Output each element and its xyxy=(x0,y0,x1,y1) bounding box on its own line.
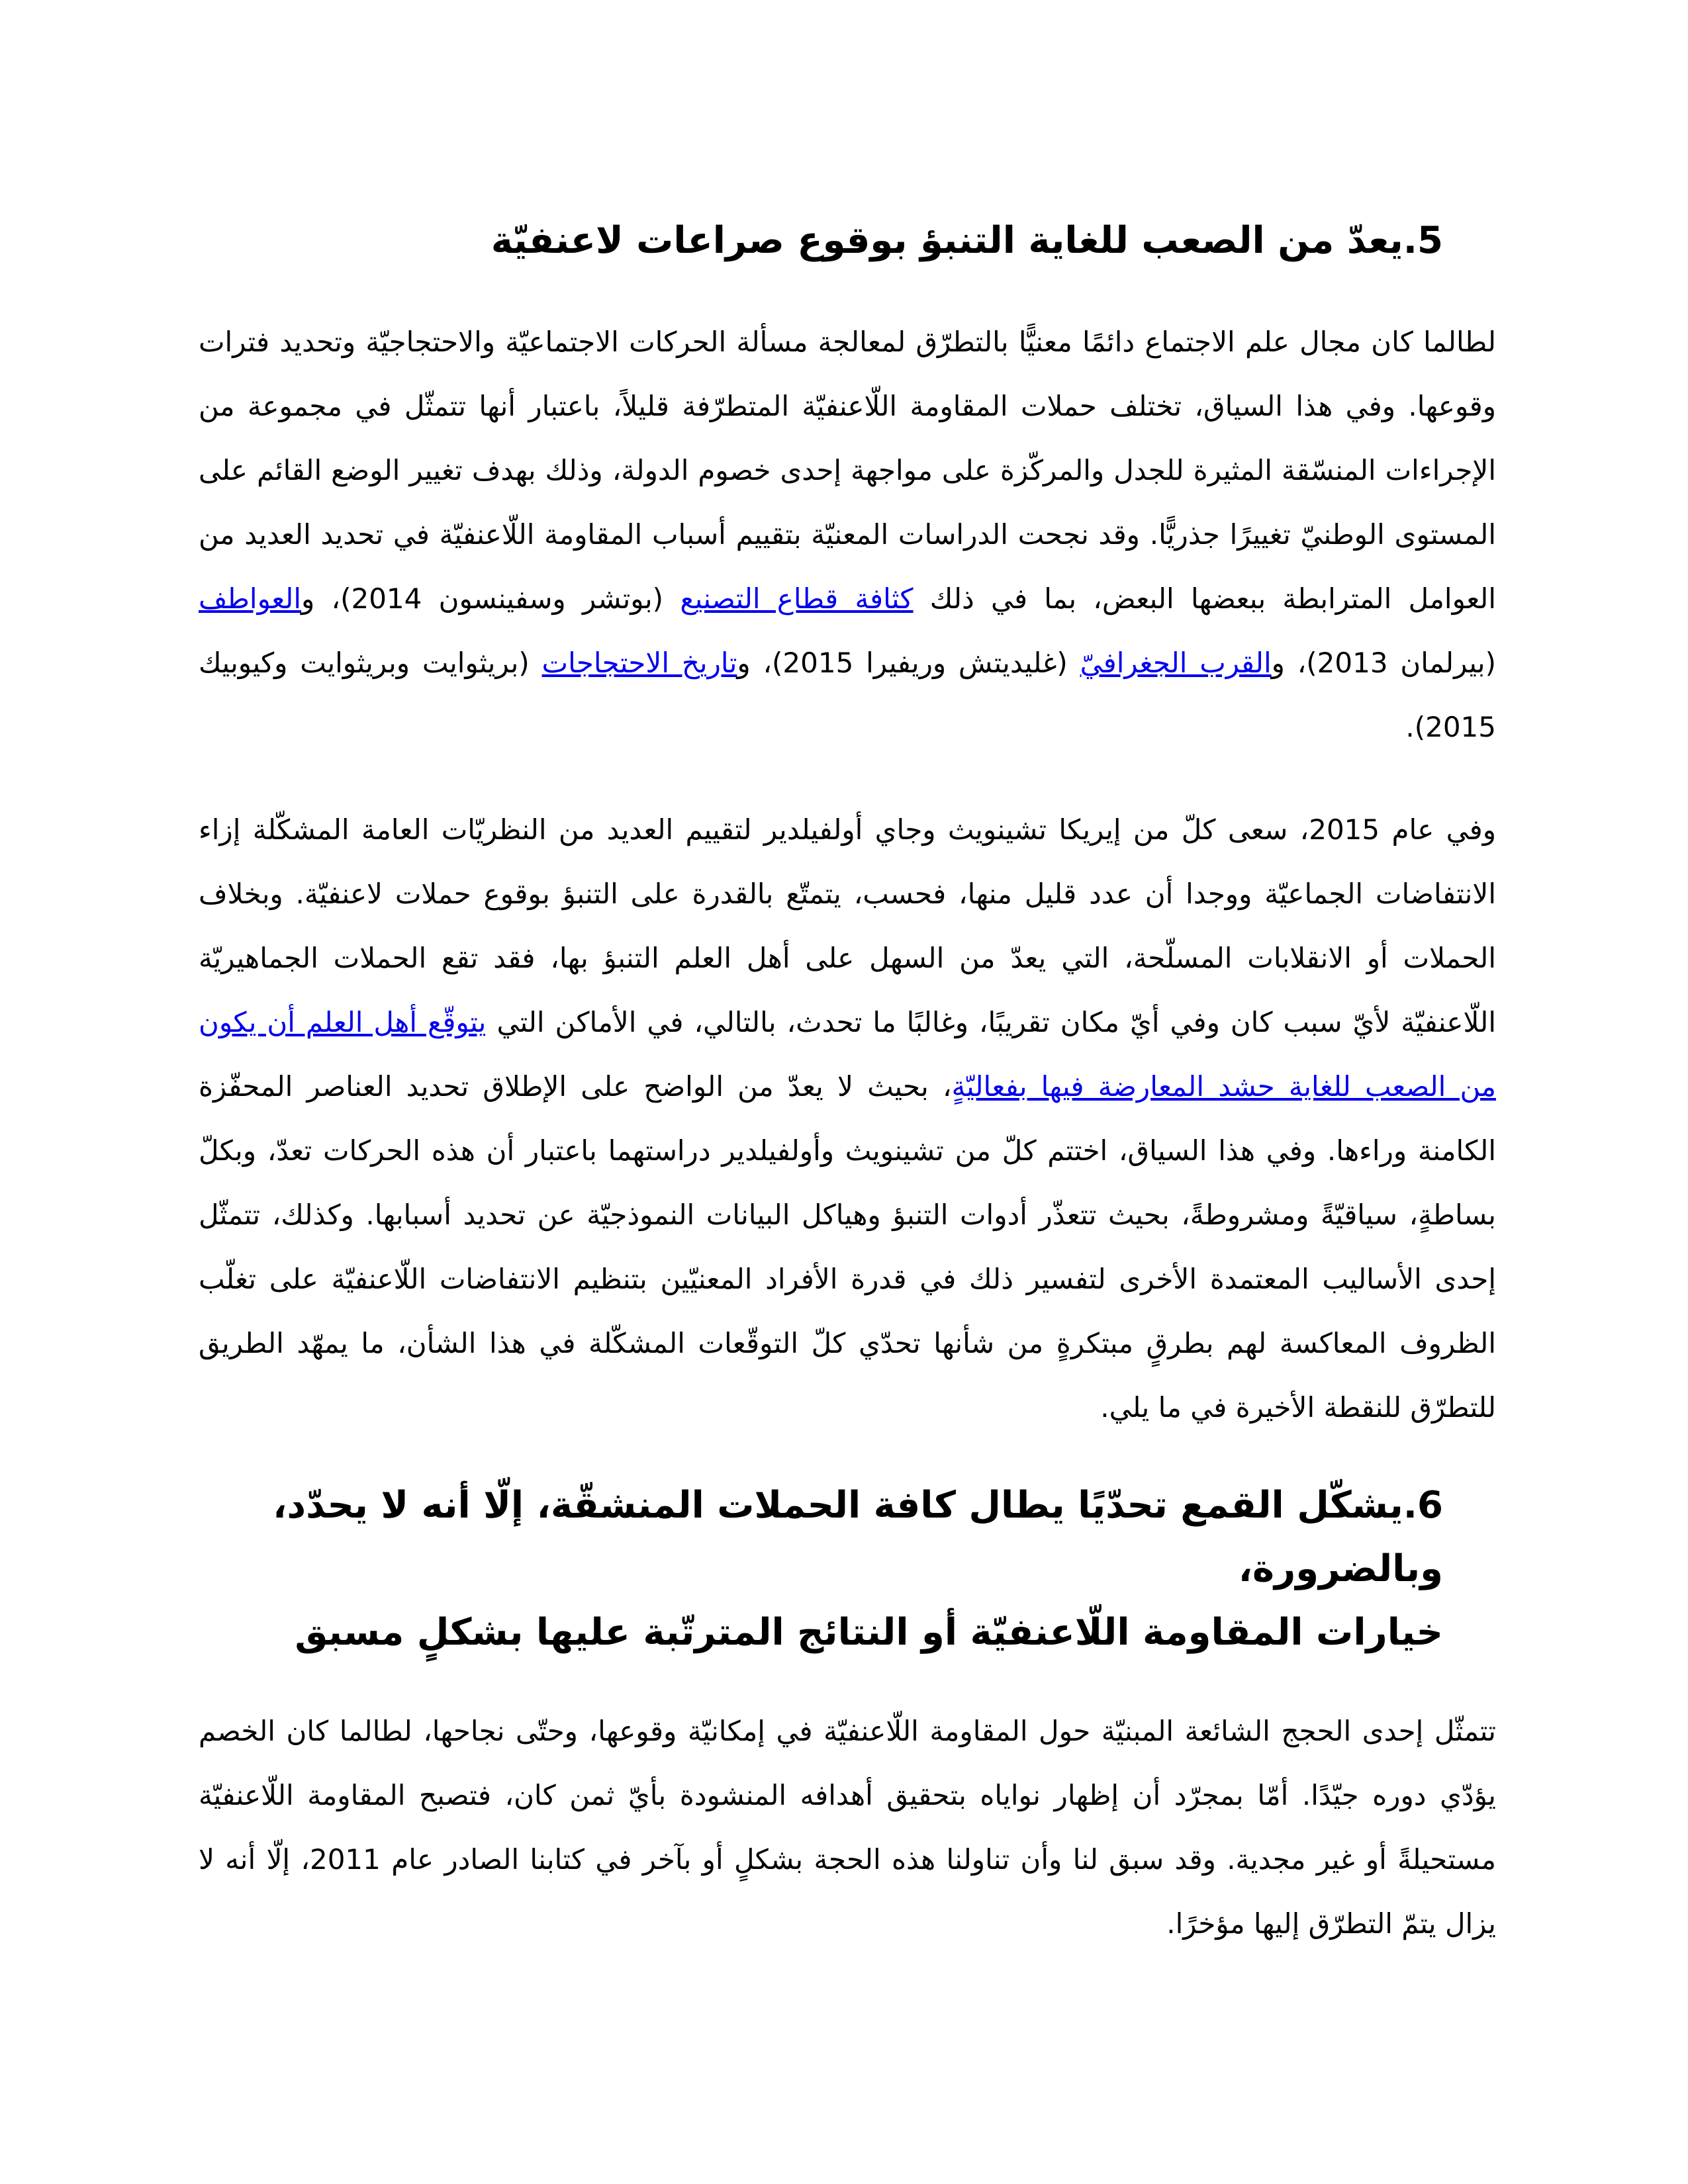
section-5-paragraph-2 xyxy=(199,797,1496,1439)
document-body xyxy=(199,199,1496,1956)
link-geographic-proximity[interactable]: القرب الجغرافيّ xyxy=(1080,647,1272,679)
text-run: (غليديتش وريفيرا 2015)، و xyxy=(737,647,1080,679)
text-run: (بريثوايت وبريثوايت وكيوبيك 2015). xyxy=(199,647,1496,743)
link-mobilizing-opposition[interactable]: يتوقّع أهل العلم أن يكون من الصعب للغاية حشد المعارضة فيها بفعاليّةٍ xyxy=(199,1006,1496,1103)
link-protest-history[interactable]: تاريخ الاحتجاجات xyxy=(541,647,737,679)
text-run: (بوتشر وسفينسون 2014)، و xyxy=(301,582,680,615)
link-manufacturing-density[interactable]: كثافة قطاع التصنيع xyxy=(680,582,914,615)
section-5-heading: 5.يعدّ من الصعب للغاية التنبؤ بوقوع صراعات لاعنفيّة xyxy=(491,219,1443,262)
text-run: لطالما كان مجال علم الاجتماع دائمًا معنيًّا بالتطرّق لمعالجة مسألة الحركات الاجتماعيّة والاحتجاجيّة وتحديد فترات وقوعها. وفي هذا السياق، تختلف حملات المقاومة اللّاعنفيّة المتطرّفة قليلاً، باعتبار أنها تتمثّل في مجموعة من الإجراءات المنسّقة المثيرة للجدل والمركّزة على مواجهة إحدى خصوم الدولة، وذلك بهدف تغيير الوضع القائم على المستوى الوطنيّ تغييرًا جذريًّا. وقد نجحت الدراسات المعنيّة بتقييم أسباب المقاومة اللّاعنفيّة في تحديد العديد من العوامل المترابطة ببعضها البعض، بما في ذلك xyxy=(199,326,1497,615)
text-run: (بيرلمان 2013)، و xyxy=(1271,647,1496,679)
text-run: ، بحيث لا يعدّ من الواضح على الإطلاق تحديد العناصر المحفّزة الكامنة وراءها. وفي هذا السياق، اختتم كلّ من تشينويث وأولفيلدير دراستهما باعتبار أن هذه الحركات تعدّ، وبكلّ بساطةٍ، سياقيّةً ومشروطةً، بحيث تتعذّر أدوات التنبؤ وهياكل البيانات النموذجيّة عن تحديد أسبابها. وكذلك، تتمثّل إحدى الأساليب المعتمدة الأخرى لتفسير ذلك في قدرة الأفراد المعنيّين بتنظيم الانتفاضات اللّاعنفيّة على تغلّب الظروف المعاكسة لهم بطرقٍ مبتكرةٍ من شأنها تحدّي كلّ التوقّعات المشكّلة في هذا الشأن، ما يمهّد الطريق للتطرّق للنقطة الأخيرة في ما يلي. xyxy=(199,1070,1496,1424)
text-run: وفي عام 2015، سعى كلّ من إيريكا تشينويث وجاي أولفيلدير لتقييم العديد من النظريّات العامة المشكّلة إزاء الانتفاضات الجماعيّة ووجدا أن عدد قليل منها، فحسب، يتمتّع بالقدرة على التنبؤ بوقوع حملات لاعنفيّة. وبخلاف الحملات أو الانقلابات المسلّحة، التي يعدّ من السهل على أهل العلم التنبؤ بها، فقد تقع الحملات الجماهيريّة اللّاعنفيّة لأيّ سبب كان وفي أيّ مكان تقريبًا، وغالبًا ما تحدث، بالتالي، في الأماكن التي xyxy=(199,813,1497,1038)
section-5-paragraph-1 xyxy=(199,310,1496,759)
link-emotions[interactable]: العواطف xyxy=(199,582,301,615)
section-6-heading-line-1: 6.يشكّل القمع تحدّيًا يطال كافة الحملات المنشقّة، إلّا أنه لا يحدّد، وبالضرورة، xyxy=(273,1484,1443,1590)
section-6-paragraph-1: تتمثّل إحدى الحجج الشائعة المبنيّة حول المقاومة اللّاعنفيّة في إمكانيّة وقوعها، وحتّى نجاحها، لطالما كان الخصم يؤدّي دوره جيّدًا. أمّا بمجرّد أن إظهار نواياه بتحقيق أهدافه المنشودة بأيّ ثمن كان، فتصبح المقاومة اللّاعنفيّة مستحيلةً أو غير مجدية. وقد سبق لنا وأن تناولنا هذه الحجة بشكلٍ أو بآخر في كتابنا الصادر عام 2011، إلّا أنه لا يزال يتمّ التطرّق إليها مؤخرًا. xyxy=(199,1715,1496,1940)
section-6-heading xyxy=(199,1474,1496,1664)
section-6-heading-line-2: خيارات المقاومة اللّاعنفيّة أو النتائج المترتّبة عليها بشكلٍ مسبق xyxy=(295,1611,1443,1654)
